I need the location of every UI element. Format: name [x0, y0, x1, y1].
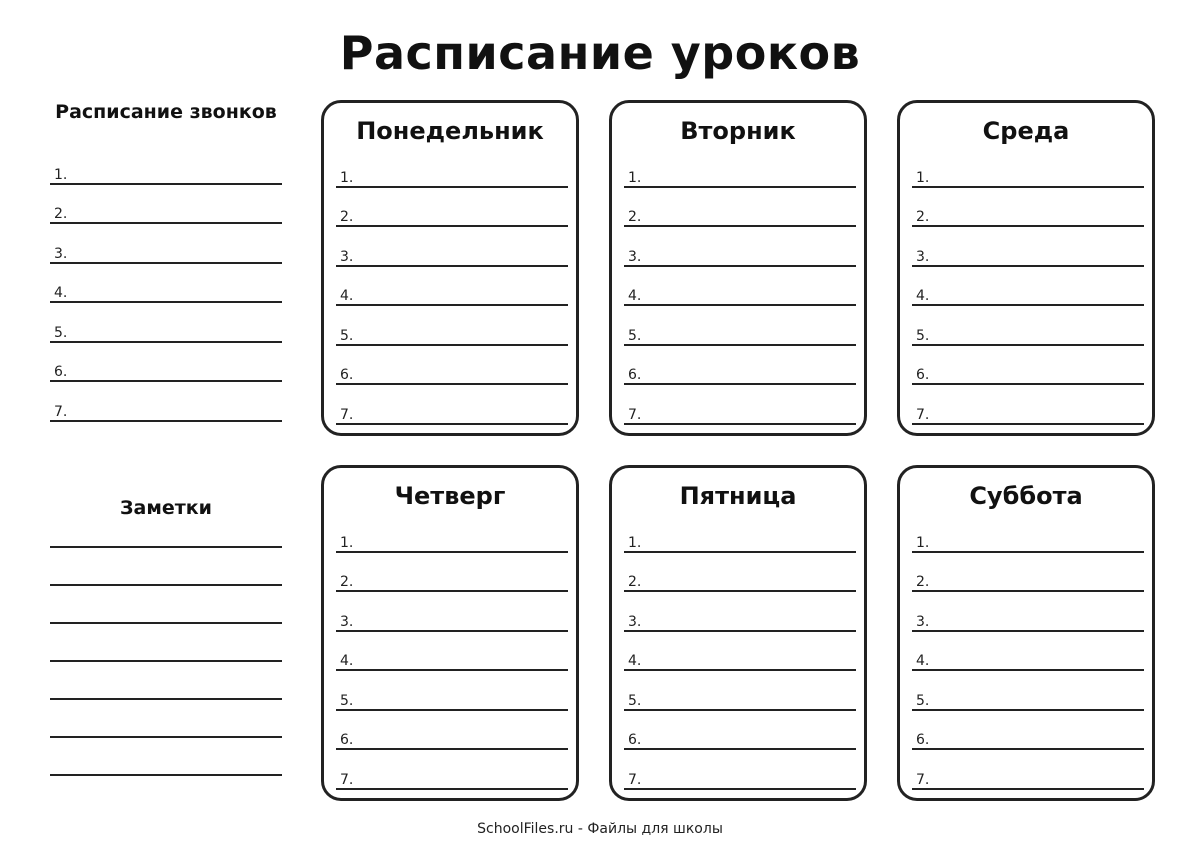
line-number: 7. — [916, 771, 930, 788]
blank-line — [624, 423, 856, 425]
day-card-wednesday — [897, 100, 1155, 436]
line-number: 1. — [916, 169, 930, 186]
line-number: 4. — [628, 653, 642, 669]
line-number: 4. — [916, 653, 930, 669]
lesson-line — [336, 188, 568, 228]
line-number: 6. — [628, 367, 642, 383]
lesson-line — [912, 346, 1144, 386]
line-number: 3. — [628, 613, 642, 630]
day-lesson-list — [624, 148, 856, 425]
blank-line — [50, 420, 282, 422]
line-number: 5. — [628, 692, 642, 709]
note-line — [50, 662, 282, 700]
lesson-line — [50, 343, 282, 383]
line-number: 1. — [628, 169, 642, 186]
line-number: 3. — [916, 248, 930, 265]
footer-credit: SchoolFiles.ru - Файлы для школы — [477, 821, 723, 837]
notes-heading: Заметки — [120, 497, 212, 519]
lesson-line — [624, 632, 856, 672]
line-number: 7. — [54, 403, 68, 420]
line-number: 5. — [54, 324, 68, 341]
line-number: 3. — [916, 613, 930, 630]
lesson-line — [624, 553, 856, 593]
line-number: 4. — [54, 285, 68, 301]
lesson-line — [912, 306, 1144, 346]
lesson-line — [912, 750, 1144, 790]
lesson-line — [624, 148, 856, 188]
lesson-line — [336, 227, 568, 267]
day-lesson-list — [336, 148, 568, 425]
line-number: 1. — [340, 169, 354, 186]
note-line — [50, 548, 282, 586]
note-line — [50, 510, 282, 548]
line-number: 5. — [340, 692, 354, 709]
line-number: 4. — [916, 288, 930, 304]
blank-line — [624, 788, 856, 790]
line-number: 1. — [54, 166, 68, 183]
day-title: Вторник — [680, 117, 796, 145]
line-number: 5. — [628, 327, 642, 344]
page-title: Расписание уроков — [339, 26, 861, 80]
line-number: 5. — [916, 692, 930, 709]
line-number: 6. — [628, 732, 642, 748]
lesson-line — [912, 148, 1144, 188]
line-number: 1. — [340, 534, 354, 551]
line-number: 3. — [340, 248, 354, 265]
day-title: Суббота — [969, 482, 1083, 510]
line-number: 2. — [916, 209, 930, 225]
lesson-line — [624, 592, 856, 632]
lesson-line — [624, 188, 856, 228]
lesson-line — [912, 632, 1144, 672]
note-line — [50, 738, 282, 776]
lesson-line — [624, 346, 856, 386]
line-number: 2. — [628, 209, 642, 225]
lesson-line — [50, 145, 282, 185]
lesson-line — [624, 227, 856, 267]
day-title: Пятница — [679, 482, 797, 510]
line-number: 6. — [916, 367, 930, 383]
line-number: 1. — [628, 534, 642, 551]
line-number: 6. — [340, 367, 354, 383]
lesson-line — [50, 303, 282, 343]
blank-line — [912, 788, 1144, 790]
line-number: 6. — [340, 732, 354, 748]
lesson-line — [912, 671, 1144, 711]
lesson-line — [336, 306, 568, 346]
lesson-line — [624, 671, 856, 711]
lesson-line — [336, 711, 568, 751]
lesson-line — [912, 227, 1144, 267]
lesson-line — [912, 188, 1144, 228]
lesson-line — [336, 671, 568, 711]
line-number: 2. — [628, 574, 642, 590]
bell-schedule-heading: Расписание звонков — [55, 101, 277, 123]
lesson-line — [624, 750, 856, 790]
line-number: 7. — [340, 771, 354, 788]
day-card-monday — [321, 100, 579, 436]
blank-line — [912, 423, 1144, 425]
blank-line — [50, 774, 282, 776]
line-number: 2. — [916, 574, 930, 590]
lesson-line — [336, 513, 568, 553]
day-lesson-list — [912, 148, 1144, 425]
lesson-line — [336, 267, 568, 307]
line-number: 7. — [916, 406, 930, 423]
lesson-line — [624, 513, 856, 553]
lesson-line — [624, 267, 856, 307]
day-title: Среда — [982, 117, 1070, 145]
line-number: 2. — [54, 206, 68, 222]
note-line — [50, 624, 282, 662]
line-number: 4. — [628, 288, 642, 304]
day-lesson-list — [624, 513, 856, 790]
lesson-line — [912, 267, 1144, 307]
blank-line — [336, 788, 568, 790]
lesson-line — [336, 385, 568, 425]
note-line — [50, 700, 282, 738]
lesson-line — [912, 513, 1144, 553]
day-lesson-list — [912, 513, 1144, 790]
line-number: 7. — [340, 406, 354, 423]
lesson-line — [624, 711, 856, 751]
line-number: 2. — [340, 209, 354, 225]
day-card-friday — [609, 465, 867, 801]
bell-schedule-list — [50, 145, 282, 422]
lesson-line — [336, 148, 568, 188]
notes-list — [50, 510, 282, 776]
line-number: 6. — [916, 732, 930, 748]
line-number: 5. — [340, 327, 354, 344]
day-title: Понедельник — [356, 117, 544, 145]
lesson-line — [336, 592, 568, 632]
note-line — [50, 586, 282, 624]
line-number: 1. — [916, 534, 930, 551]
lesson-line — [912, 592, 1144, 632]
lesson-line — [50, 264, 282, 304]
line-number: 3. — [340, 613, 354, 630]
lesson-line — [50, 382, 282, 422]
line-number: 5. — [916, 327, 930, 344]
lesson-line — [912, 553, 1144, 593]
line-number: 4. — [340, 288, 354, 304]
day-lesson-list — [336, 513, 568, 790]
lesson-line — [624, 306, 856, 346]
lesson-line — [624, 385, 856, 425]
lesson-line — [50, 185, 282, 225]
lesson-line — [912, 711, 1144, 751]
line-number: 6. — [54, 364, 68, 380]
blank-line — [336, 423, 568, 425]
lesson-line — [336, 346, 568, 386]
lesson-line — [336, 553, 568, 593]
lesson-line — [912, 385, 1144, 425]
line-number: 3. — [54, 245, 68, 262]
line-number: 4. — [340, 653, 354, 669]
day-card-tuesday — [609, 100, 867, 436]
day-title: Четверг — [394, 482, 506, 510]
line-number: 2. — [340, 574, 354, 590]
line-number: 3. — [628, 248, 642, 265]
line-number: 7. — [628, 771, 642, 788]
lesson-line — [50, 224, 282, 264]
lesson-line — [336, 632, 568, 672]
day-card-saturday — [897, 465, 1155, 801]
lesson-line — [336, 750, 568, 790]
line-number: 7. — [628, 406, 642, 423]
day-card-thursday — [321, 465, 579, 801]
